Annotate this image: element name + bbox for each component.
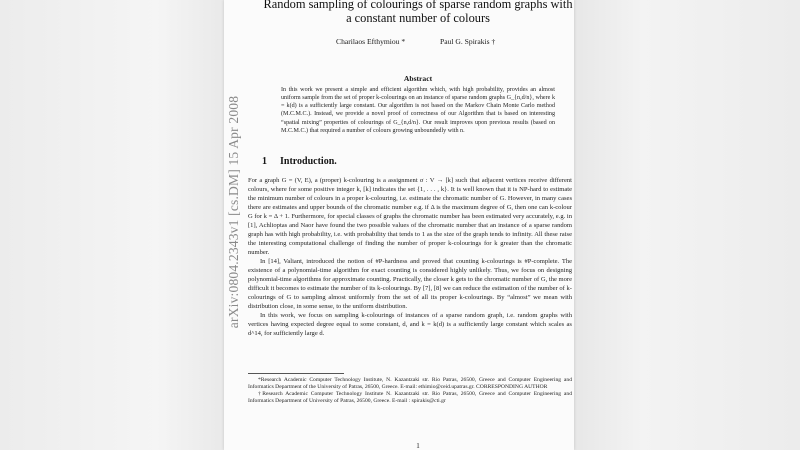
footnotes	[248, 377, 572, 405]
paragraph: For a graph G = (V, E), a (proper) k-colouring is a assignment σ : V → [k] such that adjacent vertices receive different colours, where for some positive integer k, [k] indicates the set {1, . . . , k}. It is well known that it is NP-hard to estimate the minimum number of colours in a proper k-colouring, i.e. estimate the chromatic number of G. However, in many cases there are estimates and upper bounds of the chromatic number e.g. if Δ is the maximum degree of G, then one can k-colour G for k = Δ + 1. Furthermore, for special classes of graphs the chromatic number has been estimated very accurately, e.g. in [1], Achlioptas and Naor have found the two possible values of the chromatic number that an instance of a sparse random graph has with high probability, i.e. with probability that tends to 1 as the size of the graph tends to infinity. All these raise the interesting computational challenge of finding the number of proper k-colourings for k greater than the chromatic number.	[248, 177, 572, 257]
abstract-heading: Abstract	[403, 74, 433, 83]
abstract-text: In this work we present a simple and efficient algorithm which, with high probability, provides an almost uniform sample from the set of proper k-colourings on an instance of sparse random graphs G_{n,d/n}, where k = k(d) is a sufficiently large constant. Our algorithm is not based on the Markov Chain Monte Carlo method (M.C.M.C.). Instead, we provide a novel proof of correctness of our Algorithm that is based on interesting “spatial mixing” properties of colourings of G_{n,d/n}. Our result improves upon previous results (based on M.C.M.C.) that required a number of colours growing unboundedly with n.	[281, 87, 555, 134]
author-2: Paul G. Spirakis †	[440, 37, 496, 46]
viewer-left-margin	[0, 0, 224, 450]
section-heading	[262, 156, 337, 167]
page-number: 1	[416, 442, 420, 450]
paragraph: In [14], Valiant, introduced the notion of #P-hardness and proved that counting k-colourings is #P-complete. The existence of a polynomial-time algorithm for exact counting is considered highly unlikely. Thus, we focus on designing polynomial-time algorithms for approximate counting. Practically, the closer k gets to the chromatic number of G, the more difficult it becomes to estimate the number of its k-colourings. By [7], [8] we can reduce the estimation of the number of k-colourings of G to sampling almost uniformly from the set of all its proper k-colourings. By “almost” we mean with distribution close, in some sense, to the uniform distribution.	[248, 258, 572, 311]
section-number: 1	[262, 156, 267, 167]
footnote-rule	[248, 373, 344, 374]
arxiv-stamp	[216, 92, 252, 332]
footnote: *Research Academic Computer Technology Institute, N. Kazantzaki str. Rio Patras, 26500, Greece and Computer Engineering and Informatics Department of the University of Patras, 26500, Greece. E-mail: ethimio@ceid.upatras.gr. CORRESPONDING AUTHOR	[248, 377, 572, 391]
author-1: Charilaos Efthymiou *	[336, 37, 406, 46]
paper-title: Random sampling of colourings of sparse random graphs with a constant number of colours	[263, 0, 573, 25]
section-title: Introduction.	[280, 156, 337, 167]
intro-body	[248, 176, 572, 338]
paragraph: In this work, we focus on sampling k-colourings of instances of a sparse random graph, i.e. random graphs with vertices having expected degree equal to some constant, d, and k = k(d) is a sufficiently large constant which scales as d^14, for sufficiently large d.	[248, 312, 572, 338]
arxiv-stamp-text: arXiv:0804.2343v1 [cs.DM] 15 Apr 2008	[226, 95, 242, 329]
viewer-right-margin	[574, 0, 800, 450]
footnote: †Research Academic Computer Technology Institute N. Kazantzaki str. Rio Patras, 26500, Greece and Computer Engineering and Informatics Department of University of Patras, 26500, Greece. E-mail : spirakis@cti.gr	[248, 391, 572, 405]
